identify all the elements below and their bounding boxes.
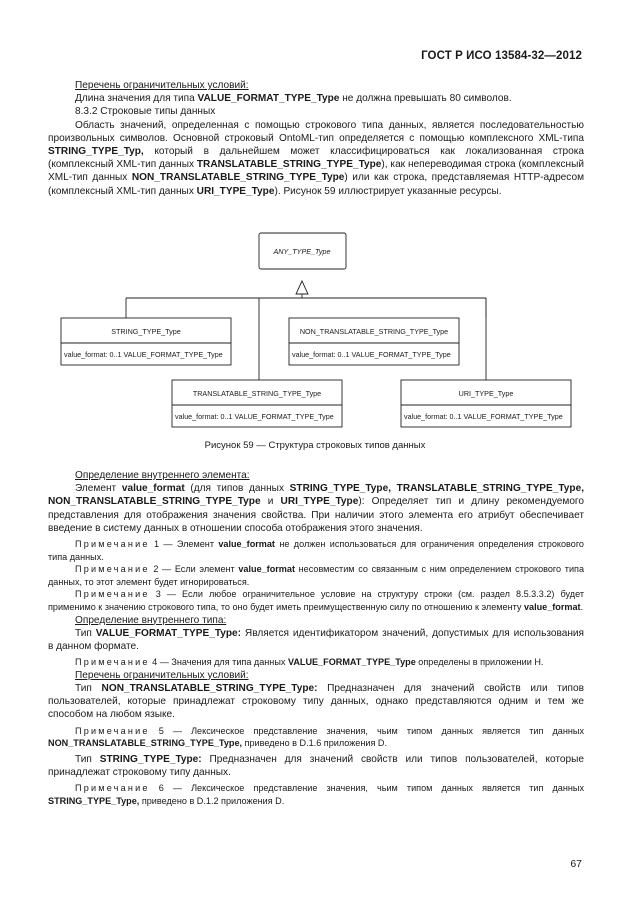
element-definition: Элемент value_format (для типов данных STRING_TYPE_Type, TRANSLATABLE_STRING_TYPE_Type, NON_TRANSLATABLE_STRING_TYPE_Type и URI_TYPE_Type): Определяет тип и длину рекомендуемого представления для отображения значения свойства. При наличии этого элемента его атрибут обеспечивает введение в систему данных в отношении способа отображения этого значения.: [48, 483, 585, 534]
box-attr: value_format: 0..1 VALUE_FORMAT_TYPE_Type: [404, 412, 563, 421]
box-attr: value_format: 0..1 VALUE_FORMAT_TYPE_Type: [64, 350, 223, 359]
restrictions-heading: Перечень ограничительных условий:: [75, 80, 249, 91]
note-6: Примечание 6 — Лексическое представление значения, чьим типом данных является тип данных STRING_TYPE_Type, приведено в D.1.2 приложения D.: [48, 783, 584, 806]
box-attr: value_format: 0..1 VALUE_FORMAT_TYPE_Type: [175, 412, 334, 421]
box-name: NON_TRANSLATABLE_STRING_TYPE_Type: [299, 327, 449, 336]
box-name: STRING_TYPE_Type: [111, 327, 181, 336]
standard-header: ГОСТ Р ИСО 13584-32—2012: [421, 50, 582, 62]
note-2: Примечание 2 — Если элемент value_format несовместим со связанным с ним определением строкового типа данных, то этот элемент будет игнорироваться.: [48, 564, 584, 587]
box-name: URI_TYPE_Type: [458, 389, 514, 398]
definitions-section: [48, 469, 584, 807]
figure-caption: Рисунок 59 — Структура строковых типов данных: [204, 440, 426, 451]
intro-paragraph: Область значений, определенная с помощью строкового типа данных, является последовательностью произвольных символов. Основной строковый OntoML-тип определяется с помощью комплексного XML-типа STRING_TYPE_Typ, который в дальнейшем может классифицироваться как локализованная строка (комплексный XML-тип данных TRANSLATABLE_STRING_TYPE_Type), как непереводимая строка (комплексный XML-тип данных NON_TRANSLATABLE_STRING_TYPE_Type) или как строка, представляемая HTTP-адресом (комплексный XML-тип данных URI_TYPE_Type). Рисунок 59 иллюстрирует указанные ресурсы.: [48, 119, 585, 197]
length-restriction: Длина значения для типа VALUE_FORMAT_TYPE_Type не должна превышать 80 символов.: [75, 93, 512, 105]
section-title: 8.3.2 Строковые типы данных: [75, 106, 216, 118]
page-number: 67: [570, 858, 582, 870]
inheritance-arrow: [296, 281, 308, 294]
box-name: TRANSLATABLE_STRING_TYPE_Type: [192, 389, 322, 398]
note-1: Примечание 1 — Элемент value_format не должен использоваться для ограничения определения строкового типа данных.: [48, 539, 584, 562]
ntst-definition: Тип NON_TRANSLATABLE_STRING_TYPE_Type: Предназначен для значений свойств или типов пользователей, которые принадлежат строковому типу данных, однако представляются одним и тем же способом на любом языке.: [48, 682, 584, 721]
note-5: Примечание 5 — Лексическое представление значения, чьим типом данных является тип данных NON_TRANSLATABLE_STRING_TYPE_Type, приведено в D.1.6 приложения D.: [48, 725, 584, 749]
type-definition: Тип VALUE_FORMAT_TYPE_Type: Является идентификатором значений, допустимых для использования в данном формате.: [48, 627, 584, 652]
box-attr: value_format: 0..1 VALUE_FORMAT_TYPE_Type: [292, 350, 451, 359]
string-types-diagram: [0, 0, 630, 440]
def-element-heading: Определение внутреннего элемента:: [75, 470, 250, 481]
note-4: Примечание 4 — Значения для типа данных VALUE_FORMAT_TYPE_Type определены в приложении H.: [75, 657, 544, 668]
st-definition: Тип STRING_TYPE_Type: Предназначен для значений свойств или типов пользователей, которые принадлежат строковому типу данных.: [48, 753, 584, 778]
note-3: Примечание 3 — Если любое ограничительное условие на структуру строки (см. раздел 8.5.3.3.2) будет применимо к значению строкового типа, то оно будет иметь преимущественную силу по отношению к элементу value_format.: [48, 589, 584, 612]
restrictions-heading-2: Перечень ограничительных условий:: [75, 669, 249, 681]
root-type-label: ANY_TYPE_Type: [273, 247, 331, 256]
def-type-heading: Определение внутреннего типа:: [75, 614, 227, 626]
